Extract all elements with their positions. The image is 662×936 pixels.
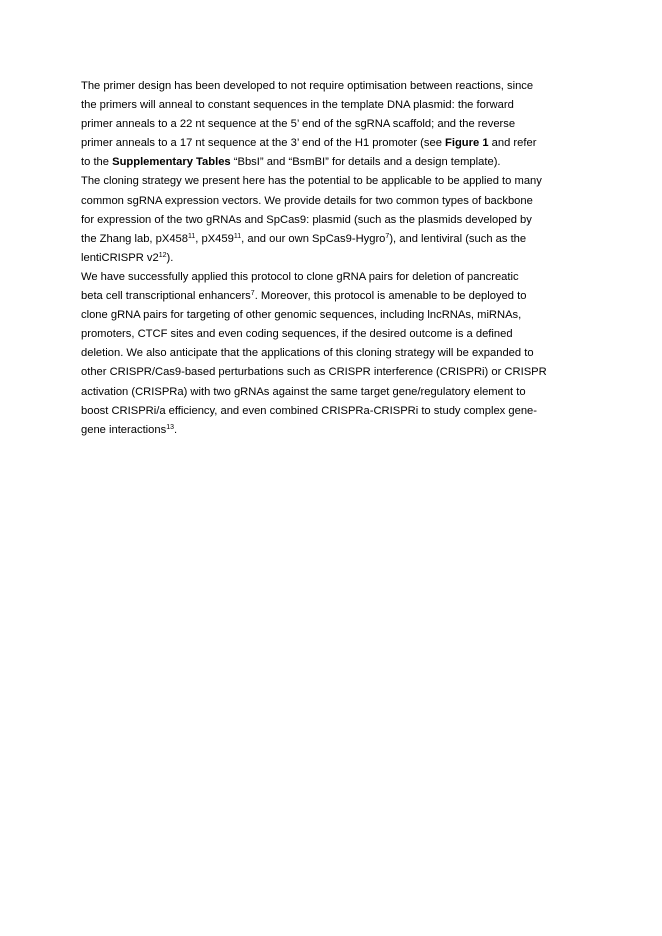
text-run: beta cell transcriptional enhancers bbox=[81, 290, 251, 303]
text-run: “BbsI” and “BsmBI” for details and a design template). bbox=[230, 156, 501, 169]
text-line bbox=[81, 96, 586, 115]
text-line bbox=[81, 421, 586, 440]
text-line bbox=[81, 192, 586, 211]
text-run: the primers will anneal to constant sequences in the template DNA plasmid: the forward bbox=[81, 99, 514, 112]
citation-superscript: 12 bbox=[158, 251, 167, 259]
citation-superscript: 11 bbox=[188, 232, 196, 240]
text-run: lentiCRISPR v2 bbox=[81, 251, 159, 264]
text-run: deletion. We also anticipate that the applications of this cloning strategy will be expanded to bbox=[81, 347, 534, 360]
text-run: gene interactions bbox=[81, 423, 167, 436]
text-run: . bbox=[174, 423, 178, 436]
text-line bbox=[81, 115, 586, 134]
citation-superscript: 7 bbox=[385, 232, 390, 240]
text-run: We have successfully applied this protocol to clone gRNA pairs for deletion of pancreatic bbox=[81, 270, 519, 283]
document-page bbox=[81, 77, 586, 440]
text-run: primer anneals to a 17 nt sequence at the 3’ end of the H1 promoter (see bbox=[81, 137, 446, 150]
text-line bbox=[81, 402, 586, 421]
body-paragraph bbox=[81, 77, 586, 172]
text-line bbox=[81, 287, 586, 306]
text-line bbox=[81, 325, 586, 344]
text-run: ), and lentiviral (such as the bbox=[389, 232, 527, 245]
text-run: The primer design has been developed to not require optimisation between reactions, since bbox=[81, 80, 534, 92]
text-run: , pX459 bbox=[195, 232, 234, 245]
text-run: , and our own SpCas9-Hygro bbox=[241, 232, 386, 245]
text-run: The cloning strategy we present here has the potential to be applicable to be applied to many bbox=[81, 175, 542, 188]
text-run: to the bbox=[81, 156, 113, 169]
citation-superscript: 11 bbox=[233, 232, 242, 240]
text-line bbox=[81, 230, 586, 249]
body-paragraph bbox=[81, 172, 586, 267]
text-line bbox=[81, 383, 586, 402]
text-line bbox=[81, 344, 586, 363]
text-run: the Zhang lab, pX458 bbox=[81, 232, 188, 245]
text-line bbox=[81, 363, 586, 382]
bold-reference: Figure 1 bbox=[445, 137, 489, 150]
text-run: promoters, CTCF sites and even coding sequences, if the desired outcome is a defined bbox=[81, 328, 513, 341]
text-run: other CRISPR/Cas9-based perturbations such as CRISPR interference (CRISPRi) or CRISPR bbox=[81, 366, 547, 379]
text-line bbox=[81, 268, 586, 287]
text-run: for expression of the two gRNAs and SpCas9: plasmid (such as the plasmids developed by bbox=[81, 213, 532, 226]
text-line bbox=[81, 306, 586, 325]
text-run: . Moreover, this protocol is amenable to be deployed to bbox=[254, 290, 527, 303]
text-line bbox=[81, 77, 586, 96]
text-run: boost CRISPRi/a efficiency, and even combined CRISPRa-CRISPRi to study complex gene- bbox=[81, 404, 537, 417]
text-run: common sgRNA expression vectors. We provide details for two common types of backbone bbox=[81, 194, 533, 207]
text-line bbox=[81, 249, 586, 268]
citation-superscript: 13 bbox=[166, 423, 175, 431]
citation-superscript: 7 bbox=[250, 290, 255, 298]
text-run: ). bbox=[166, 251, 174, 264]
text-run: and refer bbox=[488, 137, 537, 150]
text-run: primer anneals to a 22 nt sequence at the 5’ end of the sgRNA scaffold; and the reverse bbox=[81, 118, 516, 131]
text-line bbox=[81, 134, 586, 153]
bold-reference: Supplementary Tables bbox=[112, 156, 231, 169]
text-run: activation (CRISPRa) with two gRNAs against the same target gene/regulatory element to bbox=[81, 385, 526, 398]
text-run: clone gRNA pairs for targeting of other genomic sequences, including lncRNAs, miRNAs, bbox=[81, 309, 522, 322]
text-line bbox=[81, 153, 586, 172]
text-line bbox=[81, 172, 586, 191]
text-line bbox=[81, 211, 586, 230]
body-paragraph bbox=[81, 268, 586, 440]
